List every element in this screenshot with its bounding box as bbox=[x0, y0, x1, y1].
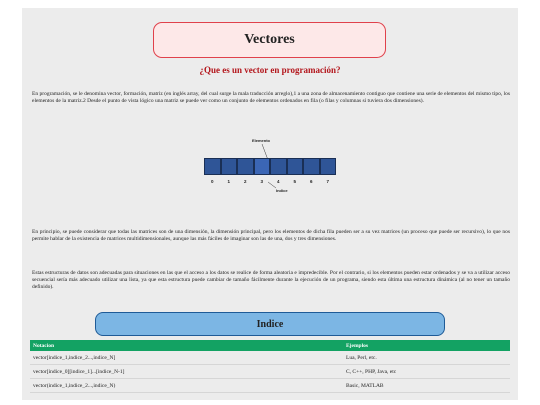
array-index: 1 bbox=[227, 179, 230, 184]
array-cell bbox=[204, 158, 221, 175]
table-row bbox=[30, 351, 510, 365]
index-label: Indice bbox=[276, 188, 288, 193]
table-row bbox=[30, 379, 510, 393]
array-index: 4 bbox=[276, 179, 280, 184]
intro-paragraph: En programación, se le denomina vector, formación, matriz (en inglés array, del cual surge la mala traducción arreglo),1 a una zona de almacenamiento contiguo que contiene una serie de elementos del mismo tipo, los elementos de la matriz.2 Desde el punto de vista lógico una matriz se puede ver como un conjunto de elementos ordenados en fila (o filas y columnas si tuviera dos dimensiones). bbox=[32, 91, 510, 104]
examples-cell: Basic, MATLAB bbox=[343, 379, 510, 393]
notation-cell: vector[indice_0][indice_1]...[indice_N-1] bbox=[30, 365, 343, 379]
array-index: 2 bbox=[243, 179, 247, 184]
table-header-row bbox=[30, 340, 510, 351]
array-cell bbox=[320, 158, 337, 175]
examples-cell: Lua, Perl, etc. bbox=[343, 351, 510, 365]
notation-cell: vector[indice_1,indice_2...,indice_N] bbox=[30, 351, 343, 365]
array-cell bbox=[287, 158, 304, 175]
array-diagram bbox=[204, 138, 338, 198]
array-cell bbox=[303, 158, 320, 175]
array-index: 6 bbox=[309, 179, 313, 184]
notation-cell: vector(indice_1,indice_2...,indice_N) bbox=[30, 379, 343, 393]
notation-table bbox=[30, 340, 510, 393]
array-index: 7 bbox=[326, 179, 329, 184]
array-cells bbox=[204, 158, 336, 175]
array-cell bbox=[270, 158, 287, 175]
examples-cell: C, C++, PHP, Java, etc bbox=[343, 365, 510, 379]
column-header-notation: Notacion bbox=[30, 340, 343, 351]
indice-heading: Indice bbox=[95, 312, 445, 336]
table-row bbox=[30, 365, 510, 379]
dimensions-paragraph: En principio, se puede considerar que todas las matrices son de una dimensión, la dimensión principal, pero los elementos de dicha fila pueden ser a su vez matrices (un proceso que puede ser recursivo), lo que nos permite hablar de la existencia de matrices multidimensionales, aunque las más fáciles de imaginar son las de una, dos y tres dimensiones. bbox=[32, 229, 510, 242]
section-subtitle: ¿Que es un vector en programación? bbox=[199, 65, 341, 75]
page-title: Vectores bbox=[153, 22, 386, 58]
array-index: 0 bbox=[210, 179, 214, 184]
array-cell bbox=[237, 158, 254, 175]
array-index: 3 bbox=[260, 179, 263, 184]
element-label: Elemento bbox=[252, 138, 271, 143]
array-cell-highlighted bbox=[254, 158, 271, 175]
array-cell bbox=[221, 158, 238, 175]
array-index: 5 bbox=[293, 179, 296, 184]
column-header-examples: Ejemplos bbox=[343, 340, 510, 351]
usage-paragraph: Estas estructuras de datos son adecuadas para situaciones en las que el acceso a los datos se realice de forma aleatoria e impredecible. Por el contrario, si los elementos pueden estar ordenados y se va a utilizar acceso secuencial sería más adecuado utilizar una lista, ya que esta estructura puede cambiar de tamaño fácilmente durante la ejecución de un programa, siendo esta última una estructura dinámica (al no tener un tamaño definido). bbox=[32, 270, 510, 290]
